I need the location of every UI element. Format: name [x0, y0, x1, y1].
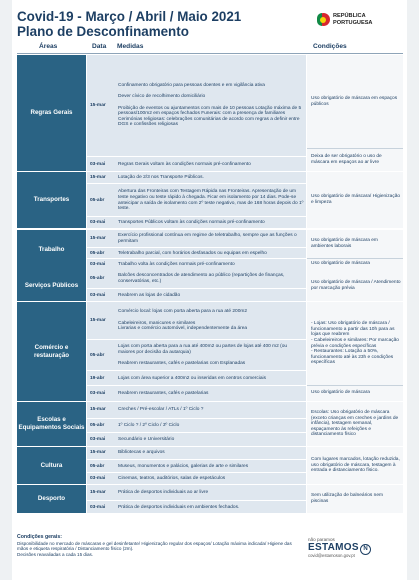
measures-column [87, 55, 306, 171]
measure-date: 05-abr [90, 463, 105, 469]
conditions-column [307, 172, 403, 228]
measure-text: Lotação de 2/3 nos Transporte Públicos. [118, 174, 204, 180]
measure-row [87, 385, 306, 402]
area-group [17, 302, 403, 401]
conditions-text: Sem utilização de balneários nem piscinas [311, 493, 383, 504]
measure-text: Reabrem as lojas de cidadão [118, 292, 181, 298]
measure-row [87, 216, 306, 229]
measure-row [87, 472, 306, 485]
measure-date: 15-mar [90, 450, 106, 455]
measure-text: Regras Gerais voltam às condições normais pré-confinamento [118, 161, 251, 167]
measure-text: Museus, monumentos e palácios, galerias de arte e similares [118, 463, 249, 469]
measure-date: 15-mar [90, 235, 106, 241]
measure-text: Comércio local: lojas com porta aberta para a rua até 200m2 Cabeleireiros, manicures e similares Livrarias e comércio automóvel, independentemente da área [118, 309, 248, 332]
measure-date: 03-mai [90, 437, 106, 442]
area-label: Serviços Públicos [17, 270, 86, 301]
measures-column [87, 230, 306, 270]
page-subtitle: Plano de Desconfinamento [17, 24, 189, 39]
conditions-text: Uso obrigatório de máscara/ Higienização e limpeza [311, 194, 401, 205]
measure-date: 05-abr [90, 197, 105, 203]
measure-text: Abertura das Fronteiras com Testagem Rápida nas Fronteiras. Apresentação de um teste negativo ou teste rápido à chegada. Ficar em isolamento por 14 dias. Pode-se anteicipar a saída de isolamento com 2º teste negativo, mas de 168 horas depois do 1º teste. [118, 189, 304, 212]
measure-row [87, 302, 306, 339]
measure-row [87, 459, 306, 473]
republic-logo [317, 12, 403, 36]
conditions-text: Uso obrigatório de máscara [311, 261, 370, 267]
area-group [17, 402, 403, 446]
measure-text: Transportes Públicos voltam às condições normais pré-confinamento [118, 220, 265, 226]
measure-date: 05-abr [90, 352, 105, 358]
measure-text: 1º Ciclo ? / 2º Ciclo / 3º Ciclo [118, 423, 180, 429]
brand-name: ESTAMOS [308, 542, 359, 553]
measure-date: 03-mai [90, 220, 106, 225]
measures-column [87, 270, 306, 301]
measure-row [87, 370, 306, 386]
header-data: Data [92, 43, 107, 50]
area-label: Desporto [17, 485, 86, 513]
brand-tagline: não paramos [308, 537, 335, 542]
area-group [17, 447, 403, 484]
area-label: Trabalho [17, 230, 86, 270]
measure-date: 15-mar [90, 102, 106, 108]
measure-row [87, 432, 306, 447]
measure-text: Lojas com porta aberta para a rua até 400m2 ou partes de lojas até 400 m2 (ou maiores por decisão da autarquia) Reabrem restaurantes, cafés e pastelarias com Esplanadas [118, 344, 288, 367]
measure-row [87, 156, 306, 172]
measure-date: 15-mar [90, 407, 106, 412]
measure-text: Confinamento obrigatório para pessoas doentes e em vigilância ativa Dever cívico de recolhimento domiciliário Proibição de eventos ou ajuntamentos com mais de 10 pessoas Lotação máxima de 5 pessoas/100m2 em espaços fechados Funerais: com a presença de familiares Cerimónias religiosas: celebrações comunitárias de acordo com regras a definir entre DGS e confissões religiosas [118, 83, 302, 128]
page-title: Covid-19 - Março / Abril / Maio 2021 [17, 9, 242, 24]
measure-row [87, 339, 306, 371]
measure-date: 03-mai [90, 292, 106, 298]
table-header [17, 42, 403, 54]
measure-date: 19-abr [90, 375, 105, 381]
area-group [17, 270, 403, 301]
brand-email: covid@estamoson.gov.pt [308, 553, 355, 558]
logo-line-1: REPÚBLICA [333, 13, 366, 19]
conditions-column [307, 230, 403, 270]
area-group [17, 172, 403, 228]
portugal-emblem-icon [317, 13, 330, 26]
area-group [17, 485, 403, 513]
measure-date: 03-mai [90, 391, 106, 396]
general-conditions-heading: Condições gerais: [17, 534, 62, 540]
conditions-text: - Lojas: Uso obrigatório de máscara / funcionamento a partir das 10h para as lojas que reabrem - Cabeleireiros e similares: Por marcação prévia e condições específicas - Restaurantes: Lotação a 50%, funcionamento até às 23h e condições específicas [311, 321, 399, 366]
area-group [17, 55, 403, 171]
measure-text: Secundário e Universitário [118, 437, 175, 443]
conditions-column [307, 270, 403, 301]
infographic-page [12, 0, 407, 580]
measure-date: 05-abr [90, 250, 105, 256]
conditions-column [307, 447, 403, 484]
measures-column [87, 172, 306, 228]
measure-text: Lojas com área superior a 400m2 ou inseridas em centros comerciais [118, 375, 266, 381]
on-power-icon: N [360, 544, 371, 555]
conditions-text: Escolas: Uso obrigatório de máscara (exceto crianças em creches e jardins de infância), testagem semanal, espaçamento às refeições e distanciamento físico [311, 410, 399, 438]
estamos-on-brand [308, 537, 403, 558]
header-condicoes: Condições [313, 43, 347, 50]
conditions-column [307, 485, 403, 513]
measure-row [87, 270, 306, 288]
general-conditions [17, 534, 297, 557]
measure-row [87, 230, 306, 247]
measure-date: 15-mar [90, 174, 106, 180]
measure-text: Teletrabalho parcial, com horários desfasados ou equipas em espelho [118, 250, 267, 256]
measure-row [87, 447, 306, 459]
measure-text: Creches / Pré-escolar / ATLs / 1º Ciclo ? [118, 407, 204, 413]
measure-date: 03-mai [90, 476, 106, 481]
measures-column [87, 402, 306, 446]
conditions-text: Uso obrigatório de máscara em ambientes laborais [311, 238, 378, 249]
conditions-text: Deixa de ser obrigatório o uso de máscara em espaços ao ar livre [311, 153, 382, 165]
header-areas: Áreas [39, 43, 58, 50]
measures-column [87, 302, 306, 401]
measure-date: 03-mai [90, 262, 106, 267]
logo-line-2: PORTUGUESA [333, 19, 373, 26]
measure-row [87, 500, 306, 514]
area-label: Escolas e Equipamentos Sociais [17, 402, 86, 446]
measure-row [87, 55, 306, 156]
measure-row [87, 402, 306, 418]
measure-row [87, 485, 306, 500]
measures-column [87, 485, 306, 513]
general-conditions-text: Disponibilidade no mercado de máscaras e gel desinfetante/ Higienização regular dos espaços/ Lotação máxima indicada/ Higiene das mãos e etiqueta respiratória / Distanciamento físico (2m). Decisões reavaliadas a cada 15 dias. [17, 541, 292, 557]
measure-date: 05-abr [90, 276, 105, 281]
conditions-column [307, 402, 403, 446]
measure-date: 03-mai [90, 504, 106, 510]
measure-text: Bibliotecas e arquivos [118, 450, 165, 456]
measure-date: 05-abr [90, 423, 105, 428]
measure-text: Prática de desportos individuais ao ar livre [118, 489, 209, 495]
conditions-text: Uso obrigatório de máscara [311, 390, 370, 396]
area-label: Cultura [17, 447, 86, 484]
measure-row [87, 172, 306, 183]
conditions-column [307, 302, 403, 401]
area-group [17, 230, 403, 270]
measure-text: Cinemas, teatros, auditórios, salas de espetáculos [118, 476, 226, 482]
measure-row [87, 418, 306, 433]
measure-date: 15-mar [90, 317, 106, 323]
header-medidas: Medidas [117, 43, 144, 50]
measure-row [87, 288, 306, 302]
area-label: Regras Gerais [17, 55, 86, 171]
measure-text: Balcões desconcentrados de atendimento ao público (repartições de finanças, conservatórias, etc.) [118, 273, 285, 284]
area-label: Transportes [17, 172, 86, 228]
measure-text: Exercício profissional contínua em regime de teletrabalho, sempre que as funções o permitam [118, 232, 297, 244]
area-label: Comércio e restauração [17, 302, 86, 401]
measure-text: Trabalho volta às condições normais pré-confinamento [118, 262, 235, 268]
measure-date: 03-mai [90, 161, 106, 167]
conditions-text: Uso obrigatório de máscara / Atendimento por marcação prévia [311, 279, 401, 291]
conditions-text: Com lugares marcados, lotação reduzida, uso obrigatório de máscara, testagem à entrada e distanciamento físico. [311, 457, 400, 474]
measure-text: Prática de desportos individuais em ambientes fechados. [118, 504, 240, 510]
measures-column [87, 447, 306, 484]
conditions-column [307, 55, 403, 171]
measure-row [87, 183, 306, 217]
measure-text: Reabrem restaurantes, cafés e pastelarias [118, 391, 209, 397]
conditions-text: Uso obrigatório de máscara em espaços públicos [311, 95, 398, 107]
measure-date: 15-mar [90, 489, 106, 495]
